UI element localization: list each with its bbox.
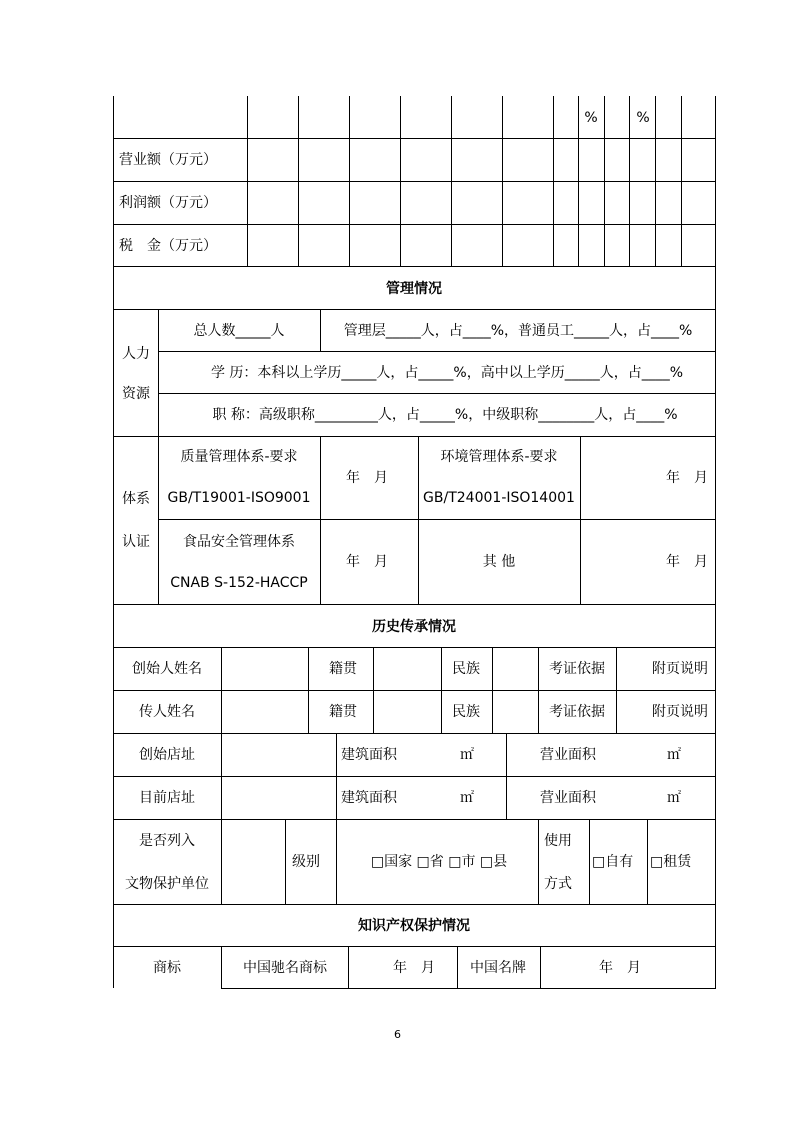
quality-system-name: 质量管理体系-要求 [180,449,298,465]
usage-label-line-1: 使用 [544,833,572,849]
page-number: 6 [394,1028,401,1041]
heir-appendix-label: 附页说明 [652,704,708,720]
original-building-area-label: 建筑面积 [341,747,397,763]
environment-system-code: GB/T24001-ISO14001 [423,490,575,506]
heir-name-label: 传人姓名 [139,704,195,720]
founder-evidence-label: 考证依据 [549,661,605,677]
founder-native-place-label: 籍贯 [329,661,357,677]
founder-name-label: 创始人姓名 [132,661,202,677]
trademark-label: 商标 [153,960,181,976]
certification-label-line-2: 认证 [122,534,150,550]
environment-year-month: 年 月 [666,470,708,486]
heir-native-place-label: 籍贯 [329,704,357,720]
food-safety-system-code: CNAB S-152-HACCP [170,575,308,591]
level-checkboxes[interactable]: □国家 □省 □市 □县 [370,854,508,870]
original-building-area-unit: ㎡ [460,747,474,763]
percent-cell-2: % [636,110,650,126]
heir-evidence-label: 考证依据 [549,704,605,720]
usage-label-line-2: 方式 [544,876,572,892]
original-business-area-label: 营业面积 [540,747,596,763]
original-business-area-unit: ㎡ [667,747,681,763]
famous-brand-label: 中国名牌 [470,960,526,976]
tax-label: 税 金（万元） [119,238,217,254]
heritage-label-line-1: 是否列入 [139,833,195,849]
percent-cell-1: % [584,110,598,126]
original-address-label: 创始店址 [139,747,195,763]
heir-ethnicity-label: 民族 [452,704,480,720]
founder-ethnicity-label: 民族 [452,661,480,677]
famous-trademark-label: 中国驰名商标 [243,960,327,976]
current-building-area-unit: ㎡ [460,790,474,806]
ip-header: 知识产权保护情况 [358,918,470,934]
total-people-field: 总人数_____人 [193,323,285,339]
profit-label: 利润额（万元） [119,195,217,211]
revenue-label: 营业额（万元） [119,152,217,168]
staff-ratio-field: 管理层_____人，占____%，普通员工_____人，占____% [343,323,693,339]
food-safety-system-name: 食品安全管理体系 [183,534,295,550]
current-business-area-unit: ㎡ [667,790,681,806]
current-building-area-label: 建筑面积 [341,790,397,806]
titles-field: 职 称：高级职称_________人，占_____%，中级职称________人，占____% [212,407,678,423]
quality-system-code: GB/T19001-ISO9001 [167,490,311,506]
famous-brand-year-month: 年 月 [599,960,641,976]
own-checkbox[interactable]: □自有 [592,854,634,870]
other-year-month: 年 月 [666,554,708,570]
rent-checkbox[interactable]: □租赁 [650,854,692,870]
hr-label-line-1: 人力 [122,346,150,362]
quality-year-month: 年 月 [346,470,388,486]
education-field: 学 历：本科以上学历_____人，占_____%，高中以上学历_____人，占____% [210,365,684,381]
certification-label-line-1: 体系 [122,491,150,507]
famous-trademark-year-month: 年 月 [393,960,435,976]
current-business-area-label: 营业面积 [540,790,596,806]
other-system-label: 其 他 [482,554,516,570]
founder-appendix-label: 附页说明 [652,661,708,677]
history-header: 历史传承情况 [372,619,456,635]
management-header: 管理情况 [386,281,442,297]
level-label: 级别 [292,854,320,870]
environment-system-name: 环境管理体系-要求 [440,449,558,465]
hr-label-line-2: 资源 [122,386,150,402]
food-safety-year-month: 年 月 [346,554,388,570]
heritage-label-line-2: 文物保护单位 [125,876,209,892]
current-address-label: 目前店址 [139,790,195,806]
